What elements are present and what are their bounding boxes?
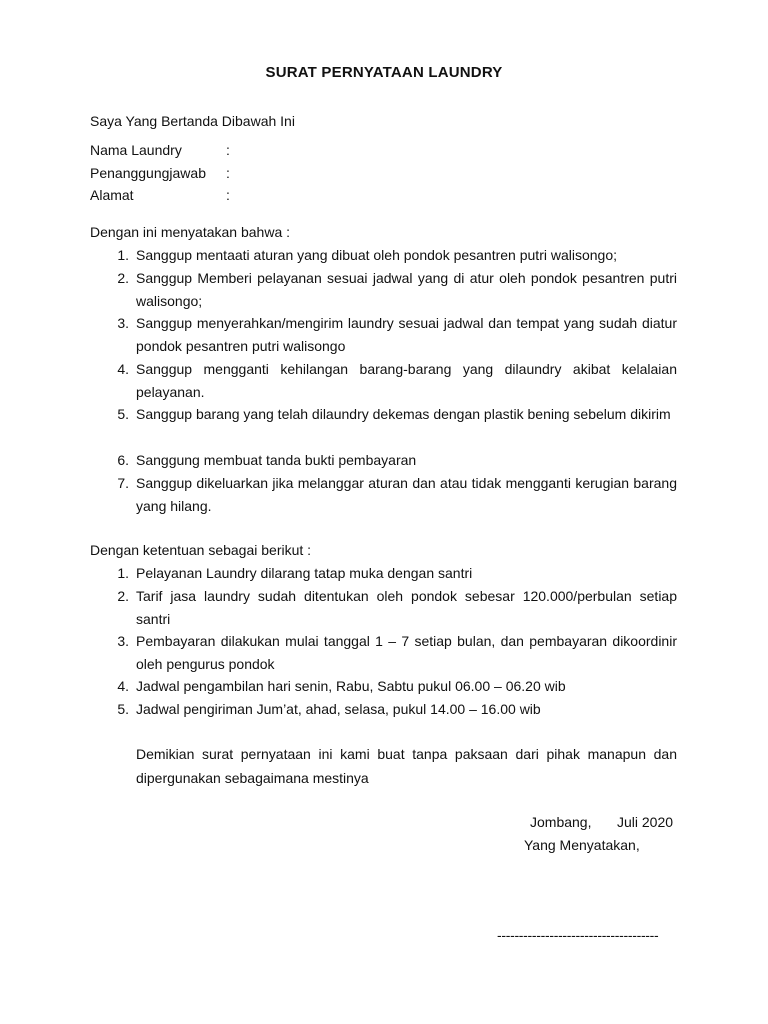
document-title: SURAT PERNYATAAN LAUNDRY bbox=[265, 64, 503, 81]
signature-line: ------------------------------------- bbox=[497, 927, 659, 943]
provision-heading: Dengan ketentuan sebagai berikut : bbox=[90, 542, 312, 558]
list-number: 2. bbox=[117, 588, 129, 604]
list-item-text: Sanggup mentaati aturan yang dibuat oleh pondok pesantren putri walisongo; bbox=[136, 247, 618, 263]
statement-heading: Dengan ini menyatakan bahwa : bbox=[90, 224, 291, 240]
list-number: 2. bbox=[117, 270, 129, 286]
list-item-text: Sanggup Memberi pelayanan sesuai jadwal yang di atur oleh pondok pesantren putri walisongo; bbox=[136, 270, 677, 309]
list-item-text: Sanggup barang yang telah dilaundry dekemas dengan plastik bening sebelum dikirim bbox=[136, 406, 671, 422]
list-item-text: Sanggung membuat tanda bukti pembayaran bbox=[136, 452, 417, 468]
list-item-text: Pembayaran dilakukan mulai tanggal 1 – 7 setiap bulan, dan pembayaran dikoordinir oleh pengurus pondok bbox=[136, 633, 677, 672]
list-item-text: Jadwal pengambilan hari senin, Rabu, Sabtu pukul 06.00 – 06.20 wib bbox=[136, 678, 566, 694]
field-label-penanggungjawab: Penanggungjawab bbox=[90, 165, 206, 181]
field-colon: : bbox=[226, 165, 230, 181]
list-item-text: Sanggup dikeluarkan jika melanggar aturan dan atau tidak mengganti kerugian barang yang hilang. bbox=[136, 475, 677, 514]
list-number: 5. bbox=[117, 406, 129, 422]
signature-label: Yang Menyatakan, bbox=[524, 837, 640, 853]
list-number: 3. bbox=[117, 633, 129, 649]
signature-date: Juli 2020 bbox=[617, 814, 674, 830]
list-number: 4. bbox=[117, 361, 129, 377]
signature-place: Jombang, bbox=[530, 814, 592, 830]
field-colon: : bbox=[226, 187, 230, 203]
field-label-nama-laundry: Nama Laundry bbox=[90, 142, 182, 158]
list-number: 1. bbox=[117, 565, 129, 581]
list-item-text: Jadwal pengiriman Jum’at, ahad, selasa, pukul 14.00 – 16.00 wib bbox=[136, 701, 541, 717]
list-number: 1. bbox=[117, 247, 129, 263]
list-item-text: Pelayanan Laundry dilarang tatap muka dengan santri bbox=[136, 565, 473, 581]
list-item-text: Tarif jasa laundry sudah ditentukan oleh pondok sebesar 120.000/perbulan setiap santri bbox=[136, 588, 677, 627]
field-colon: : bbox=[226, 142, 230, 158]
list-item-text: Sanggup mengganti kehilangan barang-barang yang dilaundry akibat kelalaian pelayanan. bbox=[136, 361, 677, 400]
intro-text: Saya Yang Bertanda Dibawah Ini bbox=[90, 113, 295, 129]
list-number: 4. bbox=[117, 678, 129, 694]
field-label-alamat: Alamat bbox=[90, 187, 134, 203]
list-number: 3. bbox=[117, 315, 129, 331]
closing-paragraph: Demikian surat pernyataan ini kami buat tanpa paksaan dari pihak manapun dan dipergunakan sebagaimana mestinya bbox=[136, 746, 677, 786]
list-number: 6. bbox=[117, 452, 129, 468]
list-number: 7. bbox=[117, 475, 129, 491]
list-item-text: Sanggup menyerahkan/mengirim laundry sesuai jadwal dan tempat yang sudah diatur pondok pesantren putri walisongo bbox=[136, 315, 677, 354]
list-number: 5. bbox=[117, 701, 129, 717]
